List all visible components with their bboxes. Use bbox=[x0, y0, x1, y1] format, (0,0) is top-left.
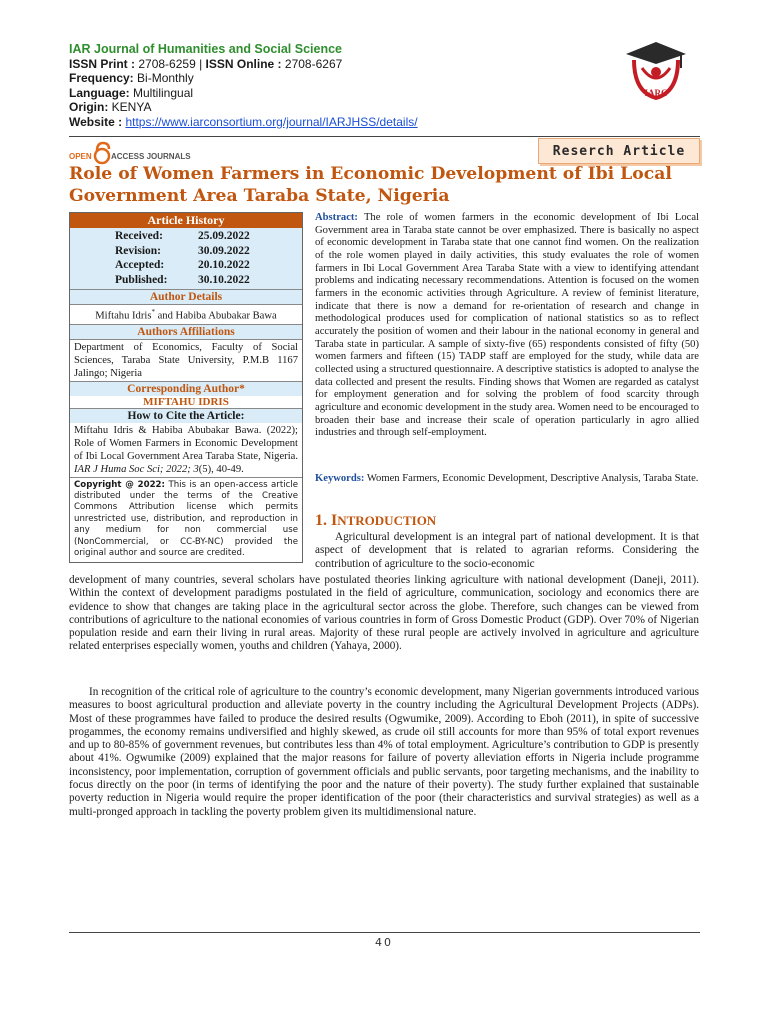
author-details-heading: Author Details bbox=[70, 289, 302, 304]
corresponding-heading: Corresponding Author* bbox=[70, 381, 302, 396]
intro-paragraph-2: In recognition of the critical role of agriculture to the country’s economic development, many Nigerian governments introduced various measures to boost agricultural production and alleviate poverty in the country including the Agricultural Development Projects (ADPs). Most of these programmes have failed to produce the desired results (Ogwumike, 2009). According to Eboh (2011), in spite of successive progammes, the economy remains undiversified and highly skewed, as crude oil still accounts for more than 95% of total export revenues and up to 80-85% of government revenues, but contributes less than 4% of total employment. Agriculture’s contribution to GDP is presently about 41%. Ogwumike (2009) explained that the major reasons for failure of poverty alleviation efforts in Nigeria include programme inconsistency, poor implementation, corruption of government officials and public servants, poor targeting mechanisms, and the inability to focus directly on the poor (in terms of identifying the poor and the nature of their poverty). The study further explained that sustainable poverty reduction in Nigeria would require the proper identification of the poor (their characteristics and survival strategies) as well as a multi-pronged approach in tackling the poverty problem given its multidimensional nature. bbox=[69, 686, 699, 818]
frequency-line: Frequency: Bi-Monthly bbox=[69, 71, 194, 86]
website-link[interactable]: https://www.iarconsortium.org/journal/IARJHSS/details/ bbox=[125, 114, 418, 129]
keywords bbox=[315, 473, 699, 486]
citation-heading: How to Cite the Article: bbox=[70, 408, 302, 423]
website-line: Website : https://www.iarconsortium.org/journal/IARJHSS/details/ bbox=[69, 114, 418, 129]
page-number: 40 bbox=[375, 936, 393, 949]
history-table bbox=[70, 228, 302, 289]
svg-text:IARC: IARC bbox=[644, 88, 668, 98]
abstract bbox=[315, 212, 699, 440]
history-row: Accepted: 20.10.2022 bbox=[115, 259, 250, 271]
affiliations-text: Department of Economics, Faculty of Social Sciences, Taraba State University, P.M.B 1167 Jalingo; Nigeria bbox=[70, 339, 302, 381]
issn-online: 2708-6267 bbox=[284, 56, 343, 71]
iarc-logo bbox=[620, 40, 692, 106]
language-line: Language: Multilingual bbox=[69, 85, 194, 100]
header-divider bbox=[69, 136, 700, 137]
history-row: Published: 30.10.2022 bbox=[115, 273, 250, 286]
origin-line: Origin: KENYA bbox=[69, 100, 152, 115]
journal-title: IAR Journal of Humanities and Social Science bbox=[69, 42, 342, 56]
issn-print: 2708-6259 bbox=[138, 56, 196, 71]
copyright-notice: Copyright @ 2022: This is an open-access article distributed under the terms of the Creative Commons Attribution license which permits unrestricted use, distribution, and reproduction in any medium for non commercial use (NonCommercial, or CC-BY-NC) provided the original author and source are credited. bbox=[70, 477, 302, 563]
footer-divider bbox=[69, 932, 700, 933]
keywords-text: Women Farmers, Economic Development, Descriptive Analysis, Taraba State. bbox=[364, 473, 699, 484]
affiliations-heading: Authors Affiliations bbox=[70, 324, 302, 339]
svg-text:OPEN: OPEN bbox=[69, 152, 92, 161]
intro-paragraph-1-top: Agricultural development is an integral part of national development. It is that aspect of development that is related to agrarian reforms. Considering the contribution of agriculture to the socio-economic bbox=[315, 531, 699, 570]
open-lock-icon bbox=[95, 149, 109, 163]
citation-text: Miftahu Idris & Habiba Abubakar Bawa. (2022); Role of Women Farmers in Economic Development of Ibi Local Government Area Taraba State, Nigeria. IAR J Huma Soc Sci; 2022; 3(5), 40-49. bbox=[74, 424, 298, 475]
issn-line: ISSN Print : 2708-6259 | ISSN Online : 2708-6267 bbox=[69, 56, 343, 71]
article-type-badge: Reserch Article bbox=[538, 138, 700, 164]
history-row: Received: 25.09.2022 bbox=[115, 230, 250, 242]
author-names: Miftahu Idris* and Habiba Abubakar Bawa bbox=[70, 304, 302, 324]
intro-paragraph-1-bottom: development of many countries, several scholars have postulated theories linking agriculture with national development (Daneji, 2011). Within the context of development paradigms postulated in the field of agriculture, communication, sociology and economics there are evidence to show that changes are taking place in the agricultural sector across the globe. Therefore, such changes can be viewed from contributions of agriculture to the national economies of various countries in form of Gross Domestic Product (GDP). Over 70% of Nigerian population reside and earn their living in rural areas. Majority of these rural people are actively involved in agriculture and agriculture related enterprises especially women, youths and children (Yahaya, 2000). bbox=[69, 574, 699, 653]
journal-header bbox=[69, 42, 589, 130]
introduction-heading: 1. INTRODUCTION bbox=[315, 512, 437, 529]
article-info-panel bbox=[69, 212, 303, 563]
history-heading: Article History bbox=[70, 213, 302, 228]
abstract-text: The role of women farmers in the economic development of Ibi Local Government area in Taraba state cannot be over emphasized. There is basically no aspect of economic development in Taraba state that one cannot find women. On the realization of the role women played in daily activities, this study evaluates the role of women farmers in Ibi Local Government Area Taraba State with a view to identifying attendant problems and indicating necessary recommendations. Attention is focused on the women farmers in the economic activities through Agriculture. A review of feminist literature, indicate that there is now a demand for re-orientation of research and change in methodological produces used for complication of national statistics so as to reflect accurately the position of women and their labour in the national economy in general and Taraba state in particular. A sample of sixty-five (65) respondents consisted of fifty (50) women farmers and fifteen (15) TADP staff are employed for the study, while data are collected using a structured questionnaire. A descriptive statistics is adopted to analyse the data collected and present the results. Finding shows that Women are regarded as catalyst for employment generation and for solving the problem of food scarcity through agriculture and economic development in the study area. Women need to be encouraged to broaden their base and increase their scale of operation particularly in agro allied industries and through self-employment. bbox=[315, 212, 699, 439]
abstract-label: Abstract: bbox=[315, 212, 358, 223]
corresponding-name: MIFTAHU IDRIS bbox=[143, 395, 229, 408]
svg-text:ACCESS JOURNALS: ACCESS JOURNALS bbox=[111, 152, 191, 161]
keywords-label: Keywords: bbox=[315, 473, 365, 484]
article-title: Role of Women Farmers in Economic Development of Ibi Local Government Area Taraba State, Nigeria bbox=[69, 164, 672, 206]
history-row: Revision: 30.09.2022 bbox=[115, 244, 250, 257]
